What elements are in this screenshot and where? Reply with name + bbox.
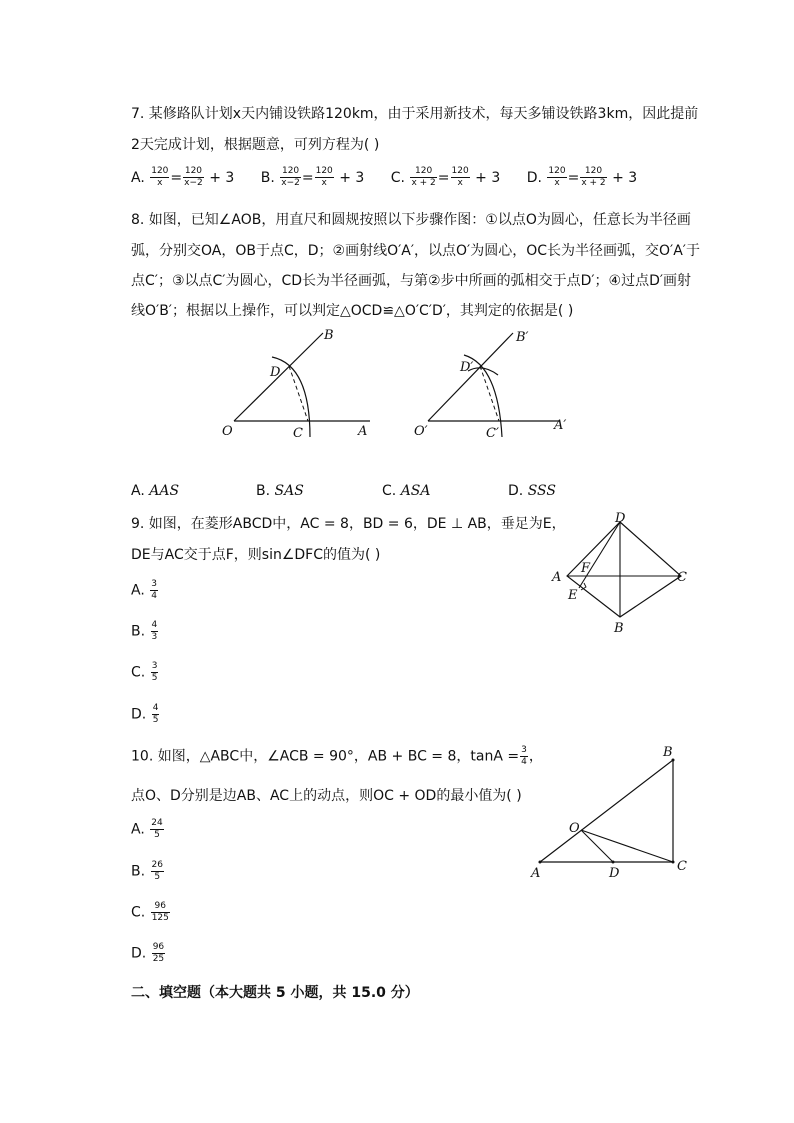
triangle-abc bbox=[540, 760, 673, 862]
q10-line2: 点O、D分别是边AB、AC上的动点，则OC + OD的最小值为( ) bbox=[131, 788, 522, 804]
q9-option-c[interactable]: C. $\frac{3}{5}$ bbox=[131, 661, 158, 683]
q8-option-a[interactable]: A. AAS bbox=[131, 483, 180, 499]
segment-oc bbox=[581, 830, 673, 862]
label-a: A bbox=[552, 570, 562, 585]
q7-option-c[interactable]: C. $\frac{120}{x + 2}$ = $\frac{120}{x}$ + 3 bbox=[390, 166, 501, 188]
option-label: C. bbox=[390, 169, 406, 186]
option-tail: + 3 bbox=[339, 169, 365, 186]
q9-figure bbox=[545, 512, 695, 636]
segment-de bbox=[579, 522, 620, 588]
q8-line3: 点C′；③以点C′为圆心，CD长为半径画弧，与第②步中所画的弧相交于点D′；④过点D′画射 bbox=[131, 273, 692, 289]
q8-option-d[interactable]: D. SSS bbox=[508, 483, 556, 499]
segment-od bbox=[581, 830, 613, 862]
fraction: $\frac{120}{x}$ bbox=[548, 166, 566, 188]
label-b-prime: B′ bbox=[516, 330, 529, 345]
q8-option-b[interactable]: B. SAS bbox=[256, 483, 304, 499]
fraction: $\frac{120}{x}$ bbox=[315, 166, 333, 188]
label-a: A bbox=[531, 866, 541, 880]
fraction: $\frac{120}{x}$ bbox=[151, 166, 169, 188]
q7-options bbox=[131, 166, 659, 189]
label-d: D bbox=[615, 512, 626, 526]
label-c-prime: C′ bbox=[486, 426, 499, 441]
label-a: A bbox=[358, 424, 368, 439]
q10-figure bbox=[525, 740, 695, 880]
option-tail: + 3 bbox=[209, 169, 235, 186]
fraction: $\frac{120}{x + 2}$ bbox=[411, 166, 436, 188]
label-b: B bbox=[614, 621, 624, 636]
label-c: C bbox=[677, 570, 687, 585]
q7-line1: 7. 某修路队计划x天内铺设铁路120km，由于采用新技术，每天多铺设铁路3km，因此提前 bbox=[131, 106, 699, 122]
point-c bbox=[672, 861, 675, 864]
q8-line1: 8. 如图，已知∠AOB，用直尺和圆规按照以下步骤作图：①以点O为圆心，任意长为半径画 bbox=[131, 212, 691, 228]
q8-line2: 弧，分别交OA，OB于点C，D；②画射线O′A′，以点O′为圆心，OC长为半径画弧，交O′A′于 bbox=[131, 243, 700, 259]
fraction: $\frac{120}{x-2}$ bbox=[184, 166, 203, 188]
label-b: B bbox=[324, 328, 334, 343]
label-f: F bbox=[581, 561, 591, 576]
label-o: O bbox=[569, 821, 580, 836]
q9-option-a[interactable]: A. $\frac{3}{4}$ bbox=[131, 579, 157, 601]
q7-option-d[interactable]: D. $\frac{120}{x}$ = $\frac{120}{x + 2}$ + 3 bbox=[526, 166, 638, 188]
q10-option-d[interactable]: D. $\frac{96}{25}$ bbox=[131, 942, 165, 964]
q8-line4: 线O′B′；根据以上操作，可以判定△OCD≌△O′C′D′，其判定的依据是( ) bbox=[131, 303, 574, 319]
q9-line2: DE与AC交于点F，则sin∠DFC的值为( ) bbox=[131, 547, 381, 563]
fraction: $\frac{120}{x-2}$ bbox=[281, 166, 300, 188]
q9-line1: 9. 如图，在菱形ABCD中，AC = 8，BD = 6，DE ⊥ AB，垂足为E， bbox=[131, 516, 566, 532]
q8-figures bbox=[220, 325, 580, 445]
section-2-heading: 二、填空题（本大题共 5 小题，共 15.0 分） bbox=[131, 985, 419, 1001]
q10-line1: 10. 如图，△ABC中，∠ACB = 90°，AB + BC = 8，tanA = $\frac{3}{4}$ ， bbox=[131, 745, 543, 767]
q10-option-b[interactable]: B. $\frac{26}{5}$ bbox=[131, 860, 163, 882]
label-d-prime: D′ bbox=[460, 360, 474, 375]
ray-o2b2 bbox=[428, 333, 513, 421]
q10-option-c[interactable]: C. $\frac{96}{125}$ bbox=[131, 901, 169, 923]
q7-option-b[interactable]: B. $\frac{120}{x-2}$ = $\frac{120}{x}$ + 3 bbox=[260, 166, 365, 188]
q9-option-b[interactable]: B. $\frac{4}{3}$ bbox=[131, 620, 158, 642]
q10-option-a[interactable]: A. $\frac{24}{5}$ bbox=[131, 818, 163, 840]
label-o: O bbox=[222, 424, 233, 439]
point-a bbox=[539, 861, 542, 864]
label-c: C bbox=[677, 859, 687, 874]
label-o-prime: O′ bbox=[414, 424, 428, 439]
q7-option-a[interactable]: A. $\frac{120}{x}$ = $\frac{120}{x-2}$ + 3 bbox=[131, 166, 235, 188]
q9-option-d[interactable]: D. $\frac{4}{5}$ bbox=[131, 703, 159, 725]
label-a-prime: A′ bbox=[554, 418, 567, 433]
point-d bbox=[612, 861, 615, 864]
option-label: B. bbox=[260, 169, 275, 186]
q8-option-c[interactable]: C. ASA bbox=[382, 483, 431, 499]
label-d: D bbox=[270, 365, 281, 380]
option-tail: + 3 bbox=[612, 169, 638, 186]
q7-line2: 2天完成计划，根据题意，可列方程为( ) bbox=[131, 137, 380, 153]
fraction: $\frac{120}{x + 2}$ bbox=[581, 166, 606, 188]
option-label: D. bbox=[526, 169, 542, 186]
label-e: E bbox=[568, 588, 578, 603]
label-b: B bbox=[663, 745, 673, 760]
fraction: $\frac{3}{4}$ bbox=[521, 745, 527, 767]
fraction: $\frac{120}{x}$ bbox=[451, 166, 469, 188]
label-c: C bbox=[293, 426, 303, 441]
option-tail: + 3 bbox=[475, 169, 501, 186]
label-d: D bbox=[609, 866, 620, 880]
option-label: A. bbox=[131, 169, 145, 186]
